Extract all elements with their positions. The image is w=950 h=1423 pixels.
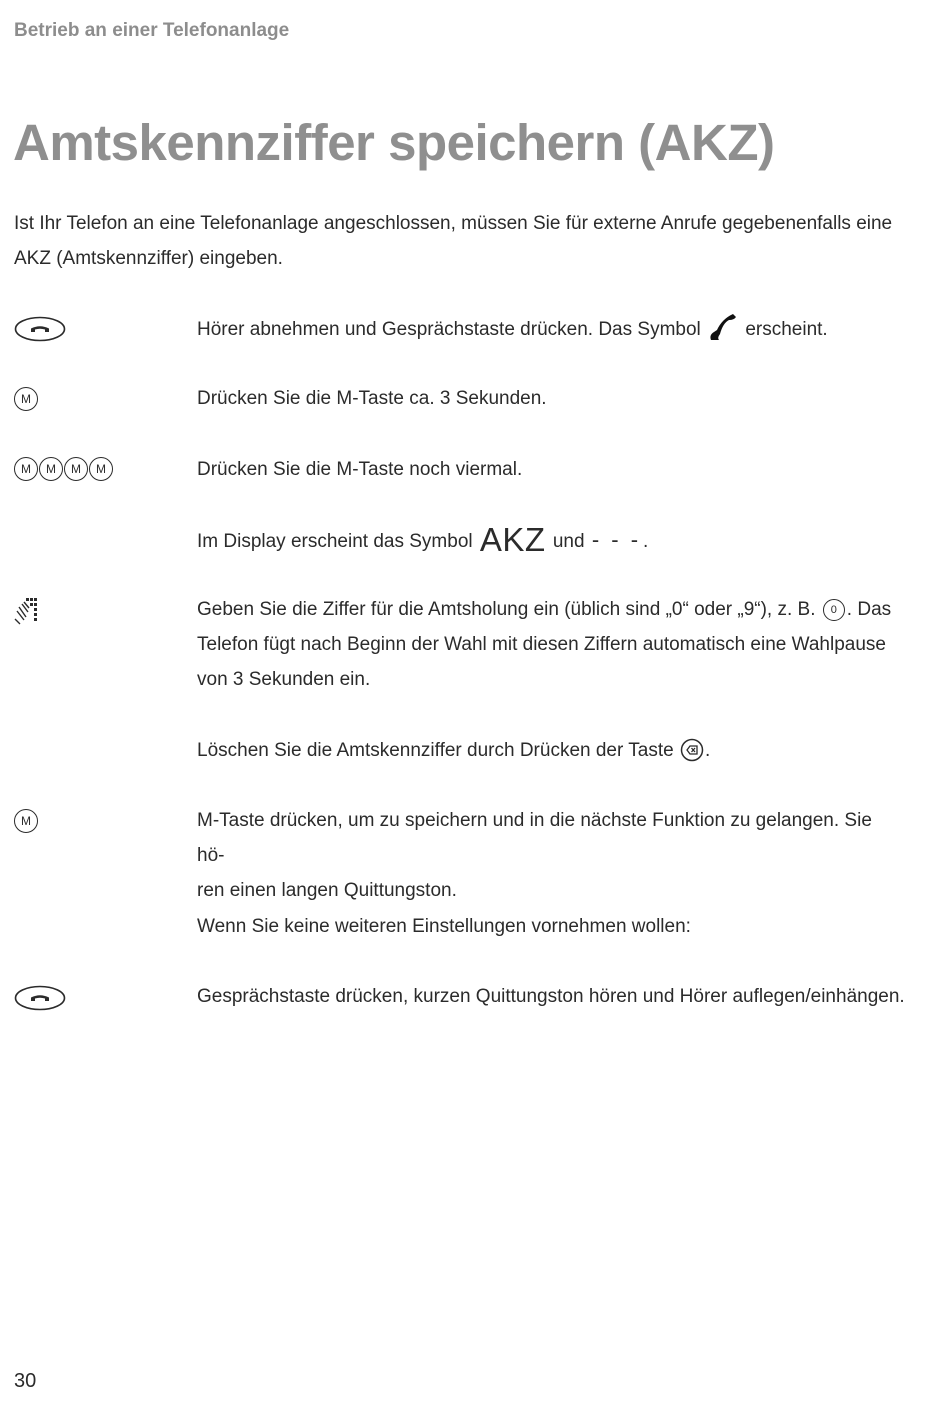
zero-key-icon: 0	[823, 599, 845, 621]
step-text: von 3 Sekunden ein.	[197, 669, 371, 690]
m-key-icon: M	[39, 457, 63, 481]
handset-symbol-icon	[708, 311, 738, 355]
step-text: und	[552, 531, 585, 552]
talk-key-icon	[14, 985, 66, 1016]
step-press-m-four: Drücken Sie die M-Taste noch viermal.	[197, 459, 523, 480]
step-hang-up: Gesprächstaste drücken, kurzen Quittungston hören und Hörer auflegen/einhängen.	[197, 986, 905, 1007]
step-text: ren einen langen Quittungston.	[197, 880, 457, 901]
delete-key-icon	[680, 738, 704, 774]
dash-display-symbol: - - -	[591, 527, 642, 552]
step-enter-digit	[197, 592, 897, 697]
m-key-icon: M	[89, 457, 113, 481]
intro-line-1: Ist Ihr Telefon an eine Telefonanlage angeschlossen, müssen Sie für externe Anrufe gegebenenfalls eine	[14, 213, 893, 234]
step-hold-m: Drücken Sie die M-Taste ca. 3 Sekunden.	[197, 388, 547, 409]
step-text: Im Display erscheint das Symbol	[197, 531, 473, 552]
m-keys-four	[14, 457, 114, 481]
intro-paragraph	[14, 206, 914, 276]
step-lift-handset	[197, 311, 897, 355]
running-header: Betrieb an einer Telefonanlage	[14, 20, 290, 41]
step-text: .	[704, 740, 711, 761]
page-number: 30	[14, 1370, 37, 1392]
m-key-icon: M	[14, 387, 38, 411]
intro-line-2: AKZ (Amtskennziffer) eingeben.	[14, 248, 283, 269]
step-save-m	[197, 803, 897, 908]
akz-display-symbol: AKZ	[479, 521, 546, 558]
keypad-hand-icon	[14, 597, 38, 630]
step-delete-akz	[197, 733, 897, 774]
step-text: . Das	[846, 599, 892, 620]
m-key-icon: M	[14, 809, 38, 833]
talk-key-icon	[14, 316, 66, 347]
page-title: Amtskennziffer speichern (AKZ)	[13, 114, 775, 171]
m-key-icon: M	[14, 457, 38, 481]
step-text: Geben Sie die Ziffer für die Amtsholung ein (üblich sind „0“ oder „9“), z. B.	[197, 599, 816, 620]
step-text: Telefon fügt nach Beginn der Wahl mit diesen Ziffern automatisch eine Wahlpause	[197, 634, 886, 655]
step-text: M-Taste drücken, um zu speichern und in die nächste Funktion zu gelangen. Sie hö-	[197, 810, 872, 866]
m-key-icon: M	[64, 457, 88, 481]
step-display-akz	[197, 522, 897, 559]
m-key-icon-row	[14, 387, 39, 411]
step-text: Hörer abnehmen und Gesprächstaste drücken. Das Symbol	[197, 319, 701, 340]
step-text: erscheint.	[745, 319, 828, 340]
step-text: .	[643, 531, 649, 552]
step-text: Löschen Sie die Amtskennziffer durch Drücken der Taste	[197, 740, 674, 761]
m-key-icon-row	[14, 809, 39, 833]
step-no-further-settings: Wenn Sie keine weiteren Einstellungen vornehmen wollen:	[197, 916, 691, 937]
